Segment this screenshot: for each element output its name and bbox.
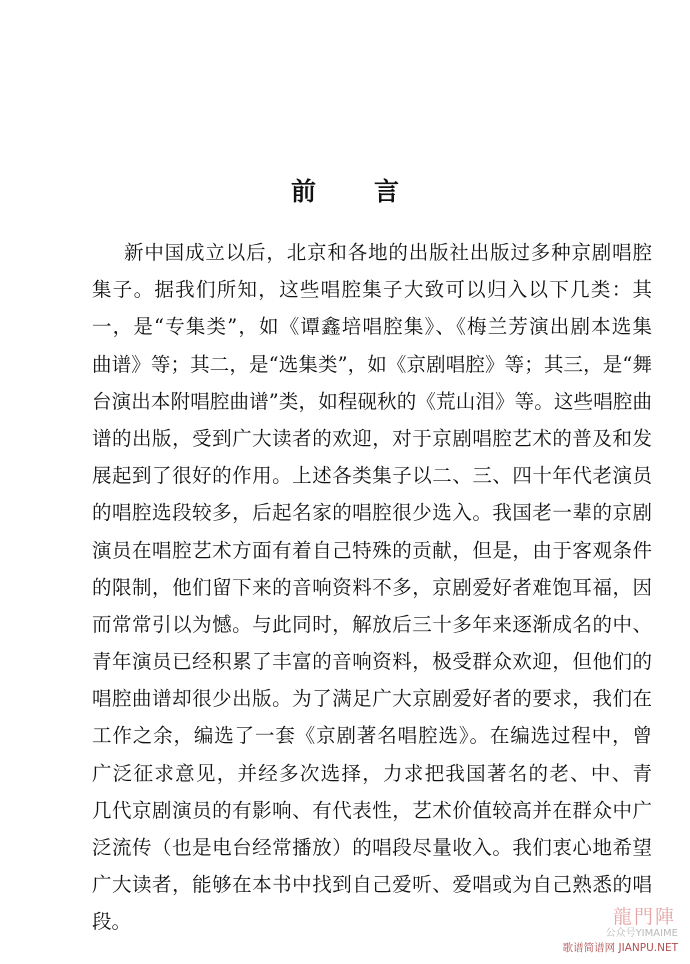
text-line: 几代京剧演员的有影响、有代表性，艺术价值较高并在群众中广 [92, 798, 652, 822]
text-line: 曲谱》等；其二，是“选集类”，如《京剧唱腔》等；其三，是“舞 [92, 352, 652, 376]
text-line: 演员在唱腔艺术方面有着自己特殊的贡献，但是，由于客观条件 [92, 538, 652, 562]
watermark [512, 902, 682, 958]
text-line: 广大读者，能够在本书中找到自己爱听、爱唱或为自己熟悉的唱 [92, 873, 652, 897]
page-title: 前言 [290, 177, 457, 206]
text-line: 谱的出版，受到广大读者的欢迎，对于京剧唱腔艺术的普及和发 [92, 426, 652, 450]
text-line: 台演出本附唱腔曲谱”类，如程砚秋的《荒山泪》等。这些唱腔曲 [92, 389, 652, 413]
watermark-site: 歌谱简谱网 JIANPU.NET [562, 942, 678, 954]
text-line: 青年演员已经积累了丰富的音响资料，极受群众欢迎，但他们的 [92, 650, 652, 674]
text-line: 工作之余，编选了一套《京剧著名唱腔选》。在编选过程中，曾 [92, 724, 652, 748]
text-line: 泛流传（也是电台经常播放）的唱段尽量收入。我们衷心地希望 [92, 836, 652, 859]
text-line: 的唱腔选段较多，后起名家的唱腔很少选入。我国老一辈的京剧 [92, 501, 652, 525]
text-line: 广泛征求意见，并经多次选择，力求把我国著名的老、中、青 [92, 761, 652, 785]
text-line: 段。 [92, 910, 132, 934]
text-line: 展起到了很好的作用。上述各类集子以二、三、四十年代老演员 [92, 464, 652, 488]
text-line: 一，是“专集类”，如《谭鑫培唱腔集》、《梅兰芳演出剧本选集 [92, 315, 652, 339]
text-line: 而常常引以为憾。与此同时，解放后三十多年来逐渐成名的中、 [92, 612, 652, 636]
watermark-account: 公众号YIMAIME [605, 928, 678, 939]
text-line: 唱腔曲谱却很少出版。为了满足广大京剧爱好者的要求，我们在 [92, 687, 652, 711]
text-line: 集子。据我们所知，这些唱腔集子大致可以归入以下几类：其 [92, 278, 652, 302]
preface-body [92, 234, 652, 941]
watermark-logo: 龍門陣 [612, 906, 676, 928]
text-line: 的限制，他们留下来的音响资料不多，京剧爱好者难饱耳福，因 [92, 575, 652, 599]
text-line: 新中国成立以后，北京和各地的出版社出版过多种京剧唱腔 [124, 241, 652, 264]
